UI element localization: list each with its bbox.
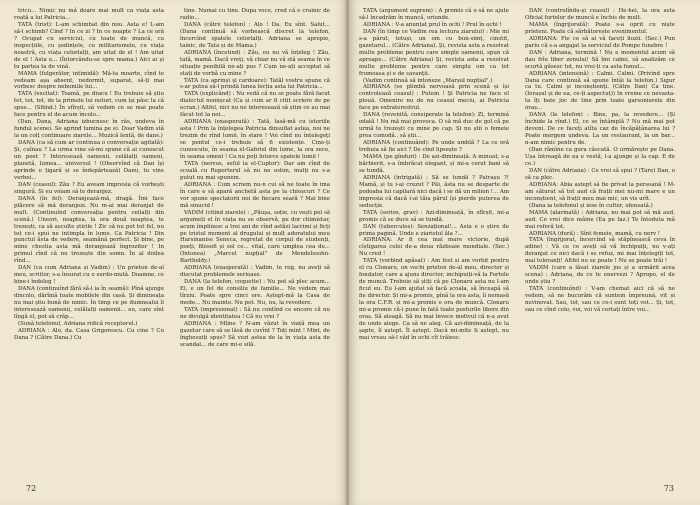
paragraph: TATA (argument suprem) : A promis că o să ne ajute să-l încadrăm în muncă, oriunde.	[359, 8, 509, 21]
paragraph: DANA (continuînd fără să-l ia în seamă): Pînă ajunge dincolo, dărîmă toate mobilele din casă. Și dimineața nu mai știu bună de nimic. În timp ce pe dumnealui îl interesează oamenii, celălalți oamenii... eu, care sînt lîngă el, pot să crăp...	[14, 286, 164, 320]
paragraph: ADRIANA (intrigată) : Să se tundă ? Patrașu ?! Mamă, și tu i-ai crezut ? Păi, ăsta nu se desparte de podoaba lui capilară nici dacă i se dă un milion !... Am impresia că dacă i-ai tăia părul își pierde puterea de seducție.	[359, 174, 509, 209]
paragraph: ADRIANA: Abia aștept să fie privat la persoană ! M-am săturat să tot aud că frații mei nu-mi mare e un inconștient, să frații meu mai mic, un vis urît.	[525, 181, 675, 202]
paragraph: DANA (către telefon) : Alo ! Da. Eu sînt. Salut... (Dana continuă să vorbească discret la telefon, încercînd spatele celorlalți. Adriana se apropie, tainic, de Tata și de Mama.)	[180, 21, 330, 49]
paragraph: (Vadim continuă să intoneze „Marșul nupțial".)	[363, 77, 493, 84]
paragraph: (Dana ia telefonul și iese în cultur, ofensată.)	[529, 202, 653, 209]
paragraph: ADRIANA: Fie ce să ai vă faceți iluzii. (Sec.) Pun pariu că s-a angajat la serviciul de Pompe funebre !	[525, 35, 675, 49]
paragraph: DANA (la telefon, coquette) : Nu pot să plec acum... El, e un fel de consiliu de familie... Ne vedem mai tîrziu. Poate spre cinci ore. Aștept-mă la Casa de mode... Nu inainte. Nu pot. Nu, nu, la revedere.	[180, 279, 330, 307]
paragraph: (Dan, Dana, Adriana izbucnesc în râs, undeva în fundul scenei. Se aprind lumina pe ei. Doar Vadim stă la un colț continuare ziarele... Muzică lentă, de dans.)	[14, 119, 164, 140]
paragraph: ADRIANA : Mîine ? N-am văzut în viață mea un gazetar care să se lăsă de cuvînt ? Toți mint ! Mint, de înghesuiți spus? Să vezi astea de la în viața asta de scandal... de care mi-e silă.	[180, 320, 330, 348]
paragraph: DAN (în timp ce Vadim rea lectura ziarului) : Mie mi s-a părut, totuși, un om cu bun-simț, cinstit, gazetarul... (Către Adriana). Și, revista asta a rezolvat multe probleme pentru care simple oamenii, spun că aproape... (Către Adriana) Și, revista asta a rezolvat multe probleme pentru care simplu om ca tot frumoasa și e de savanții.	[359, 28, 509, 77]
paragraph: MAMA (îngrijorată): Poate s-a oprit cu niște prieteni. Poate că sărbătorește evenimentul.	[525, 21, 675, 35]
paragraph: DAN (ceasul): Zău ? Eu aveam impresia că vorbești singură. Și eu voiam să te deranjez.	[14, 181, 164, 195]
paragraph: TATA (vorbind apăsat) : Am fost și am vorbit pentru el cu Clonaru, un vechi prieten de-al meu, director și fondator, care a ajuns director, inchipuiți-vă la Fortele de muncă. Trebuie să știți că pe Clonaru asta nu l-am ficut eu. Eu l-am ajutat să facă școala, să înceapă să fie director. Și mi-a promis, pînă la ora asta, îi nemasă la ora C.F.R. și mi-a promis o ora de muncă. Clonaru mi-a promis că-i pune în fată toate posturile libere din oraș. Să aleagă. Să nu mai învece motivul că n-a avut de unde alege. Ca să ne aleg. Că azi-dimineață, de la șapte, îl aștept. Îl aștept. Dacă mi-mite Ii aștept, nu mai vreau să-l văd în ochi cît trăiesc.	[359, 258, 509, 341]
paragraph: TATA (ca aprinși și cardoare): Tatăl vostru spune că s-ar putea să-l prindă lunea lecția asta lui Patricia...	[180, 77, 330, 91]
paragraph: ADRIANA (se plimbă nervoasă prin scenă și își controlează ceasul) : Putem ! Și Patricia ne face el plouă. Omenire nu de nu ceasul meciu, ai Patricia face pe extraterestrul.	[359, 84, 509, 112]
paragraph: tricu... Nimic nu mă doare mai mult ca viața asta roată a lui Patricia...	[14, 8, 164, 21]
paragraph: DAN (tuberculos): Senzațional!... Asta e o știre de prima pagină. Unde e ziaristul ăla ?...	[359, 223, 509, 237]
paragraph: tine. Numai cu tine. Dupa voce, cred că e crainic de radio...	[180, 8, 330, 21]
paragraph: TATA (nervos, seful la el-Cuptor): Dar am cînd de scoală cu Reporterul să nu ne ostim, mulți nu s-a putut nu mai spunem.	[180, 160, 330, 181]
paragraph: ADRIANA (continuând): Pe unde umblă ? La ce oră trebuia să fie aici ? De cînd lipsește ?	[359, 140, 509, 154]
paragraph: TATA (serios, grav) : Azi-dimineață, în sfîrșit, mi-a promis că se duce să se tundă.	[359, 209, 509, 223]
right-page	[349, 0, 700, 505]
paragraph: DAN (controlîndu-și ceasul) : He-hei, la ora asta Oficial fortelor de muncă e închis de mult.	[525, 8, 675, 21]
paragraph: VADIM (care a lăsat ziarele jos și a urmărit acea scena) : Adriana, de ce te enervezi ? Apropo, el de unde știu ?	[525, 265, 675, 286]
paragraph: TATA (trist): L-am schimbat din nou. Asta e! L-am să-l schimb? Cind ? In ce zi ? In ce noapte ? La ce oră ? Ocupat cu serviciul, cu toate de muncă, cu inspecțiile, cu ședințele, cu militarismele, cu viața noastră, cu viața celorlalți, am uitat de el ! Am uitat de el ! Asta e... (Întorcându-se spre mama.) Aici ai și tu partea ta de vină.	[14, 21, 164, 70]
left-column-1	[14, 8, 164, 342]
paragraph: ADRIANA (exasperată) : Tată, lasă-mă cu istoriile asta ! Prin la înțelegea Patricia dinsuflat astea, noi ne trezim de rînd lumii, în stare ! Voi cînd nu înțelegeți se pentul ce-i trebuie să fi existențe. Cine-ți cunoscute, în seama el-Gabriel din lume, la ora zece, în seama omeni ! Ca nu poți întorce spatele lumii !	[180, 119, 330, 161]
paragraph: (Dan rămîne ca gura căscată. O urmărește pe Dana. Ușa întreagă de ea e vestă, l-a ajunge și la cap. E de ce.)	[525, 147, 675, 167]
paragraph: DAN : Adriana, termină ! Nu e momentul acum să dau frîu liber zenului! Să îmi calmi, să analizăm ce scurtă găsesc tot, nu vrei-ți ca asta fumul...	[525, 49, 675, 70]
paragraph: VADIM (citind ziarele) : „Păuşa, soție, cu vești pol să argumeți el în viața nu se observă, pe dor chimistar, acum împlinesc a trei ani de cînd astăzi lacrimi și ficți pe tristul moment al drugului și mult adoratului meu Harsinanise Seneca, regretat de corpul de studenți, poeți, filosofi și sol ce... vital, care umplea cea de... (Intonea) „Marcel nupțial" de Mendelssohn-Bartholdy.)	[180, 209, 330, 265]
right-column-2	[525, 8, 675, 314]
paragraph: (Sună telefonul, Adriana ridică receptorul.)	[18, 320, 138, 327]
paragraph: DANA (ca să cum ar continua o conversație agitată): Și, cuînau ? La urma vine să-mi spune că ai cunoscut un poet ? Interesează oamenii, celălalți oameni, planetă, lumea... universul ! (Observînd că Dan își aprinde o țigară și se îndepărtează) Danu, tu vine verbei...	[14, 140, 164, 181]
paragraph: DANA (revenită, consiperate la telefon): Zi, terminã odată ! Nu mă mai provoca. O să mă duc de gol că pe urmă te trezești cu mine pe cap. Și nu știi o femeie prea comodă.. să știi...	[359, 112, 509, 140]
paragraph: MAMA (fulgerător, intimidă): Mă-ta moarte, cînd te vedeam așa absent, nedormit, suparat, să-ți mai vorbesc despre nebuniile lui...	[14, 70, 164, 91]
paragraph: ADRIANA (intensină) : Calmi. Calmi. (Privind spre Dana care continuă să spune întâi la telefon.) Sigur ca tu. Calmi și inconștienți. (Către Dan) Ca tine. (Ierașul și de ea, ce-ți aspectuț)) In vreme ce nevasta-ta îți bate joc de tine prin toate garsonierele din oraș...	[525, 70, 675, 112]
paragraph: TATA (excitat): Toamă, pe dracu ! Eu trebuie să știu tot, tot, tot, de la primele lui noturi, cum își păsc la că spus... (Sfiind.) În sfîrșit, să vedem ce se mai poate face pentru el de-acum încolo...	[14, 91, 164, 119]
paragraph: ADRIANA: Ar fi cea mai mare victorie, după cîștigarea celei de-a doua războaie mondiale. (Sec.) Nu cred !	[359, 237, 509, 258]
paragraph: ADRIANA : Cum scriem nu-n cui să ne toate în ima în care e să apară anchetă asta pe la chioșcuri ? Ce vor spune spectatorii noi de fiecare seară ? Mai bine mă sinucid !	[180, 181, 330, 209]
paragraph: ADRIANA (dură) : Sînt femeie, mamă, cu nerv !	[529, 230, 660, 237]
paragraph: DANA (la telefon) : Bine, pa, la revedere... (Și închide la rînd.) El, ce se întâmplă ? Nu mă mai pot deveni. De ce faceți atîta caz de încăpățânarea lui ? Poate mergem undeva. La un restaurant, la un bar... n-am nimic pentru de.	[525, 112, 675, 147]
right-column-1	[359, 8, 509, 342]
paragraph: MAMA (alarmată) : Adriana, nu mai pot să mă aud, aud. Ce vrei dice mâine (Ea pe faz.) Te întoduta mă mai referă tot.	[525, 209, 675, 230]
paragraph: ADRIANA : V-a anunțat prul în ochi ! Prul în ochi !	[363, 21, 502, 28]
paragraph: TATA (îngrijorat, încercînd să stăpînească ceva în adine) : Vă ce ce aveți să vă închipuiți, nu v-ați deranjat ce nici dacă i se refuz, mi mai înțelegiți tot, mai toleranți! Altfel nu se poate ! Nu se poate trăi !	[525, 237, 675, 265]
paragraph: TATA (explicând) : Nu vedă că nu se poate fără facut dialectul nemișcat (Ca și cum ar fi citit scriere de pe ecran.) Altfel, nici nu ne interesează să știm ce au mai făcut tot la noi...	[180, 91, 330, 119]
paragraph: DAN (către Adriana) : Ce vrei să spui ? (Tare) Dan, o să ca plec.	[525, 167, 675, 181]
paragraph: ADRIANA : Alo, da. Casa Grigorescu. Cu cine ? Cu Dana ? (Către Dana.) Cu	[14, 327, 164, 341]
paragraph: ADRIANA (exasperată) : Vadim, te rog, nu aveți să discutat problemele serioase.	[180, 265, 330, 279]
paragraph: DANA (în fel): Deranjează-mă, dragă. Îmi face plăcere să mă deranjezi. Nu m-ai mai deranjat de mult. (Continuînd conversația pentru ceilalți din scenă.) Uneori, noaptea, la ora două noaptea, te trezești, ca să asculte știrile ! Zic să nu pot tot fel, nu tot ce-i spui ne intimpla în lume. Ca Patricia ! Din punctul ăsta de vedere, seamănă perfect. Și bine, pe mine chestia asta mă deranjează îngrozitor ! In primul rînd că nu trezește din somn. În al doilea rînd...	[14, 195, 164, 265]
left-column-2	[180, 8, 330, 349]
left-page-number: 72	[26, 484, 37, 493]
paragraph: TATA (continuînd) : V-am chemat aici că să ne vedem, să ne bucurăm că suntem împreună, vit și nevinovat. Sau, tot, sau ce ce-i sunt toți vot... Și, tot, sau ce cînd colo, voi, voi vă certați între voi...	[525, 286, 675, 313]
left-page	[0, 0, 347, 505]
paragraph: DAN (ca cum Adriana și Vadim) : Un prieten de-al meu, scriitor, s-a însurat cu o surdo-mută. Doamne, ce bine-i îndeleg !	[14, 265, 164, 286]
paragraph: TATA (impresionat) : Să nu contînd ce encore că nu ne divulgă identitatea ! Că nu vrei ?	[180, 306, 330, 320]
paragraph: ADRIANA (încetind) : Zău, eu nu vă înțeleg ! Zău, tată, mamă. Dacă vreți, vă chiar nu vă stă seama în ce situație penibilă ne-ați pus ? Cum ne-ați acceptat să stați de vorbă cu mine ?	[180, 49, 330, 77]
paragraph: MAMA (pe gînduri) : De azi-dimineață. A minuat, s-a bărbierit, s-a îmbrăcat elegant, și mi-a cerut bani să se tundă.	[359, 154, 509, 174]
right-page-number: 73	[663, 484, 674, 493]
